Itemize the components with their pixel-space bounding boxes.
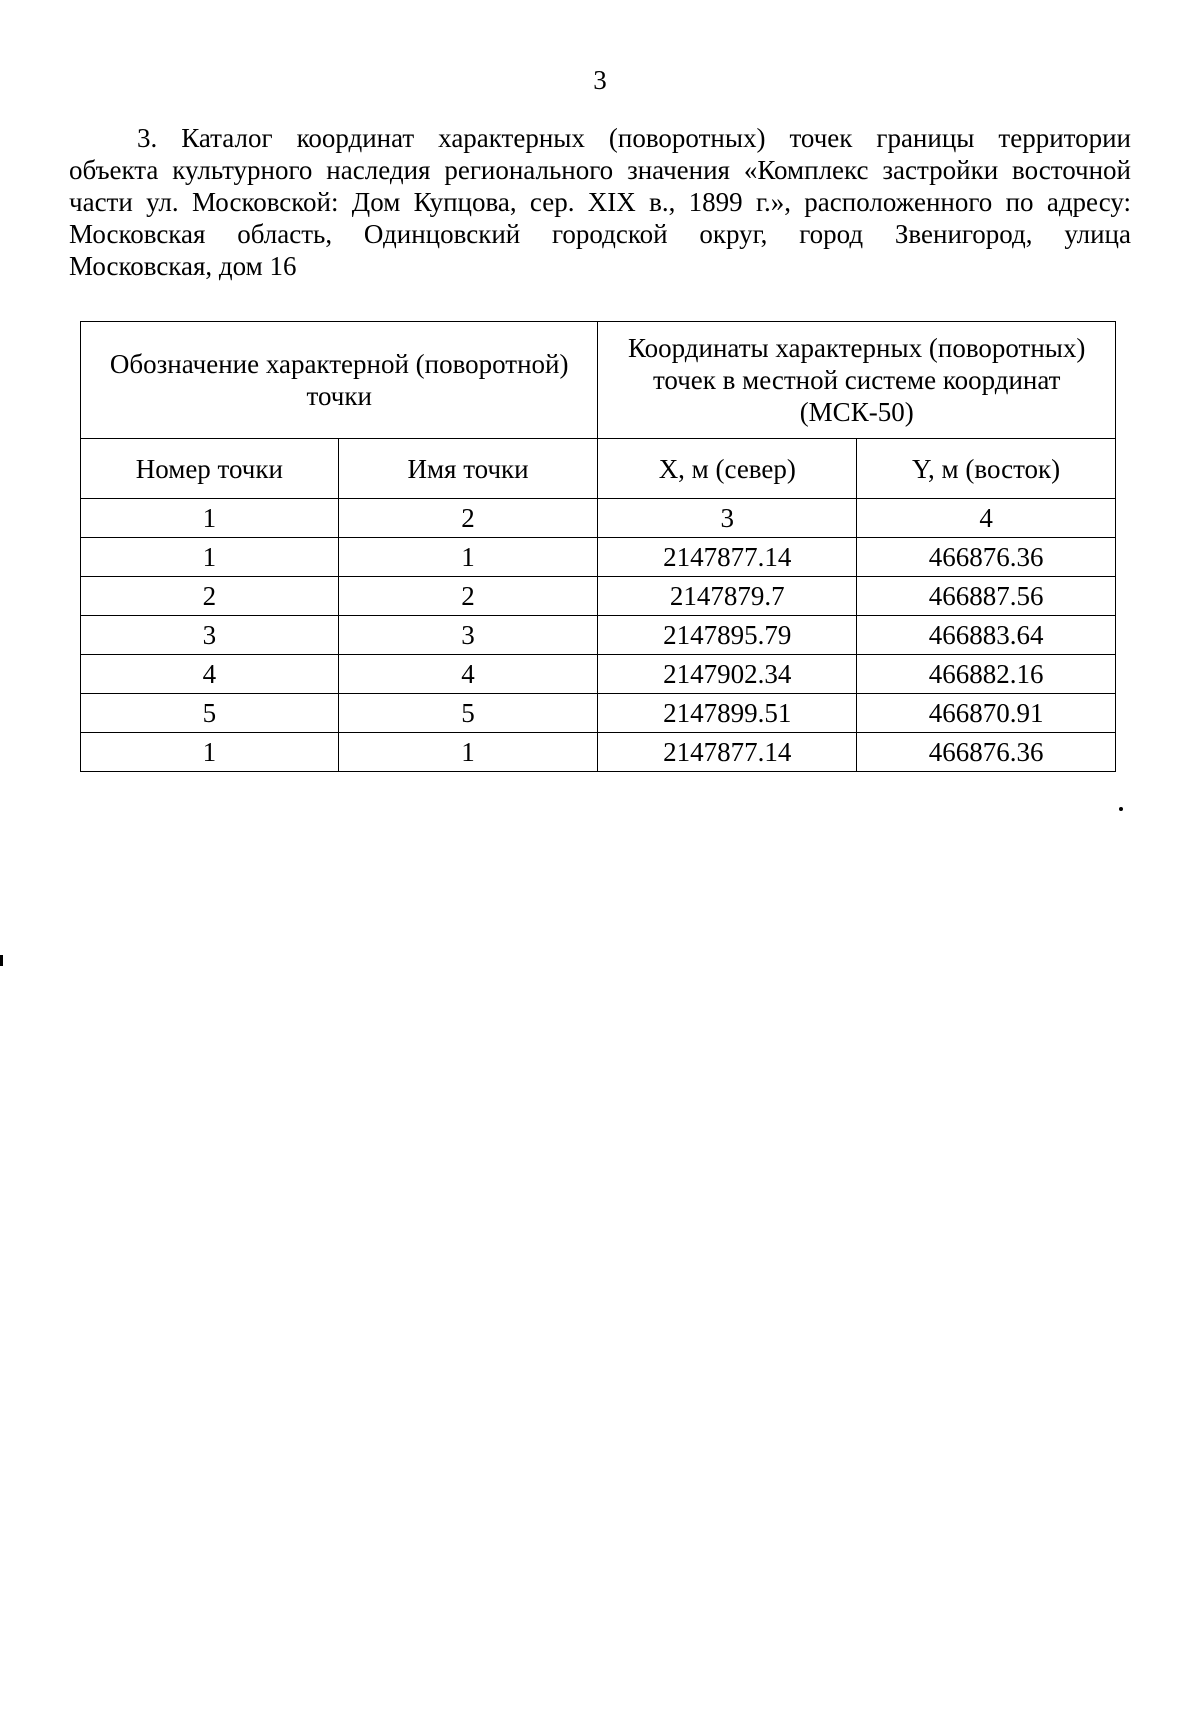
- paragraph-line: части ул. Московской: Дом Купцова, сер. XIX в., 1899 г.», расположенного по адресу:: [69, 187, 1131, 217]
- header-designation: Обозначение характерной (поворотной) точки: [81, 322, 598, 439]
- cell-x: 2147877.14: [598, 538, 857, 577]
- cell-y: 466876.36: [857, 733, 1116, 772]
- table-row: [81, 616, 1116, 655]
- catalog-paragraph: [69, 122, 1131, 282]
- cell-point-name: 4: [338, 655, 598, 694]
- coordinates-table: [80, 321, 1116, 772]
- table-row: [81, 577, 1116, 616]
- column-number: 1: [81, 499, 339, 538]
- cell-point-name: 3: [338, 616, 598, 655]
- cell-y: 466876.36: [857, 538, 1116, 577]
- cell-point-number: 5: [81, 694, 339, 733]
- table-row: [81, 655, 1116, 694]
- column-number: 2: [338, 499, 598, 538]
- table-header-row: [81, 322, 1116, 439]
- cell-point-name: 2: [338, 577, 598, 616]
- cell-x: 2147895.79: [598, 616, 857, 655]
- header-coordinates: Координаты характерных (поворотных) точек в местной системе координат (МСК-50): [598, 322, 1116, 439]
- scan-speck: [1119, 807, 1123, 811]
- subheader-point-number: Номер точки: [81, 439, 339, 499]
- cell-point-number: 2: [81, 577, 339, 616]
- cell-point-number: 1: [81, 538, 339, 577]
- cell-x: 2147877.14: [598, 733, 857, 772]
- subheader-x: X, м (север): [598, 439, 857, 499]
- cell-y: 466883.64: [857, 616, 1116, 655]
- subheader-point-name: Имя точки: [338, 439, 598, 499]
- table-row: [81, 694, 1116, 733]
- cell-y: 466870.91: [857, 694, 1116, 733]
- subheader-y: Y, м (восток): [857, 439, 1116, 499]
- cell-point-number: 1: [81, 733, 339, 772]
- paragraph-line: объекта культурного наследия регионального значения «Комплекс застройки восточной: [69, 155, 1131, 185]
- column-number: 3: [598, 499, 857, 538]
- table-subheader-row: [81, 439, 1116, 499]
- paragraph-line: 3. Каталог координат характерных (поворотных) точек границы территории: [137, 123, 1131, 153]
- cell-point-name: 5: [338, 694, 598, 733]
- cell-point-name: 1: [338, 538, 598, 577]
- paragraph-line: Московская область, Одинцовский городской округ, город Звенигород, улица: [69, 219, 1131, 249]
- column-number: 4: [857, 499, 1116, 538]
- cell-point-name: 1: [338, 733, 598, 772]
- cell-x: 2147879.7: [598, 577, 857, 616]
- cell-x: 2147899.51: [598, 694, 857, 733]
- paragraph-line: Московская, дом 16: [69, 251, 297, 281]
- cell-x: 2147902.34: [598, 655, 857, 694]
- cell-point-number: 3: [81, 616, 339, 655]
- page-number: 3: [593, 65, 607, 95]
- table-row: [81, 538, 1116, 577]
- cell-y: 466887.56: [857, 577, 1116, 616]
- column-number-row: [81, 499, 1116, 538]
- scan-speck: [0, 955, 3, 966]
- table-row: [81, 733, 1116, 772]
- cell-point-number: 4: [81, 655, 339, 694]
- cell-y: 466882.16: [857, 655, 1116, 694]
